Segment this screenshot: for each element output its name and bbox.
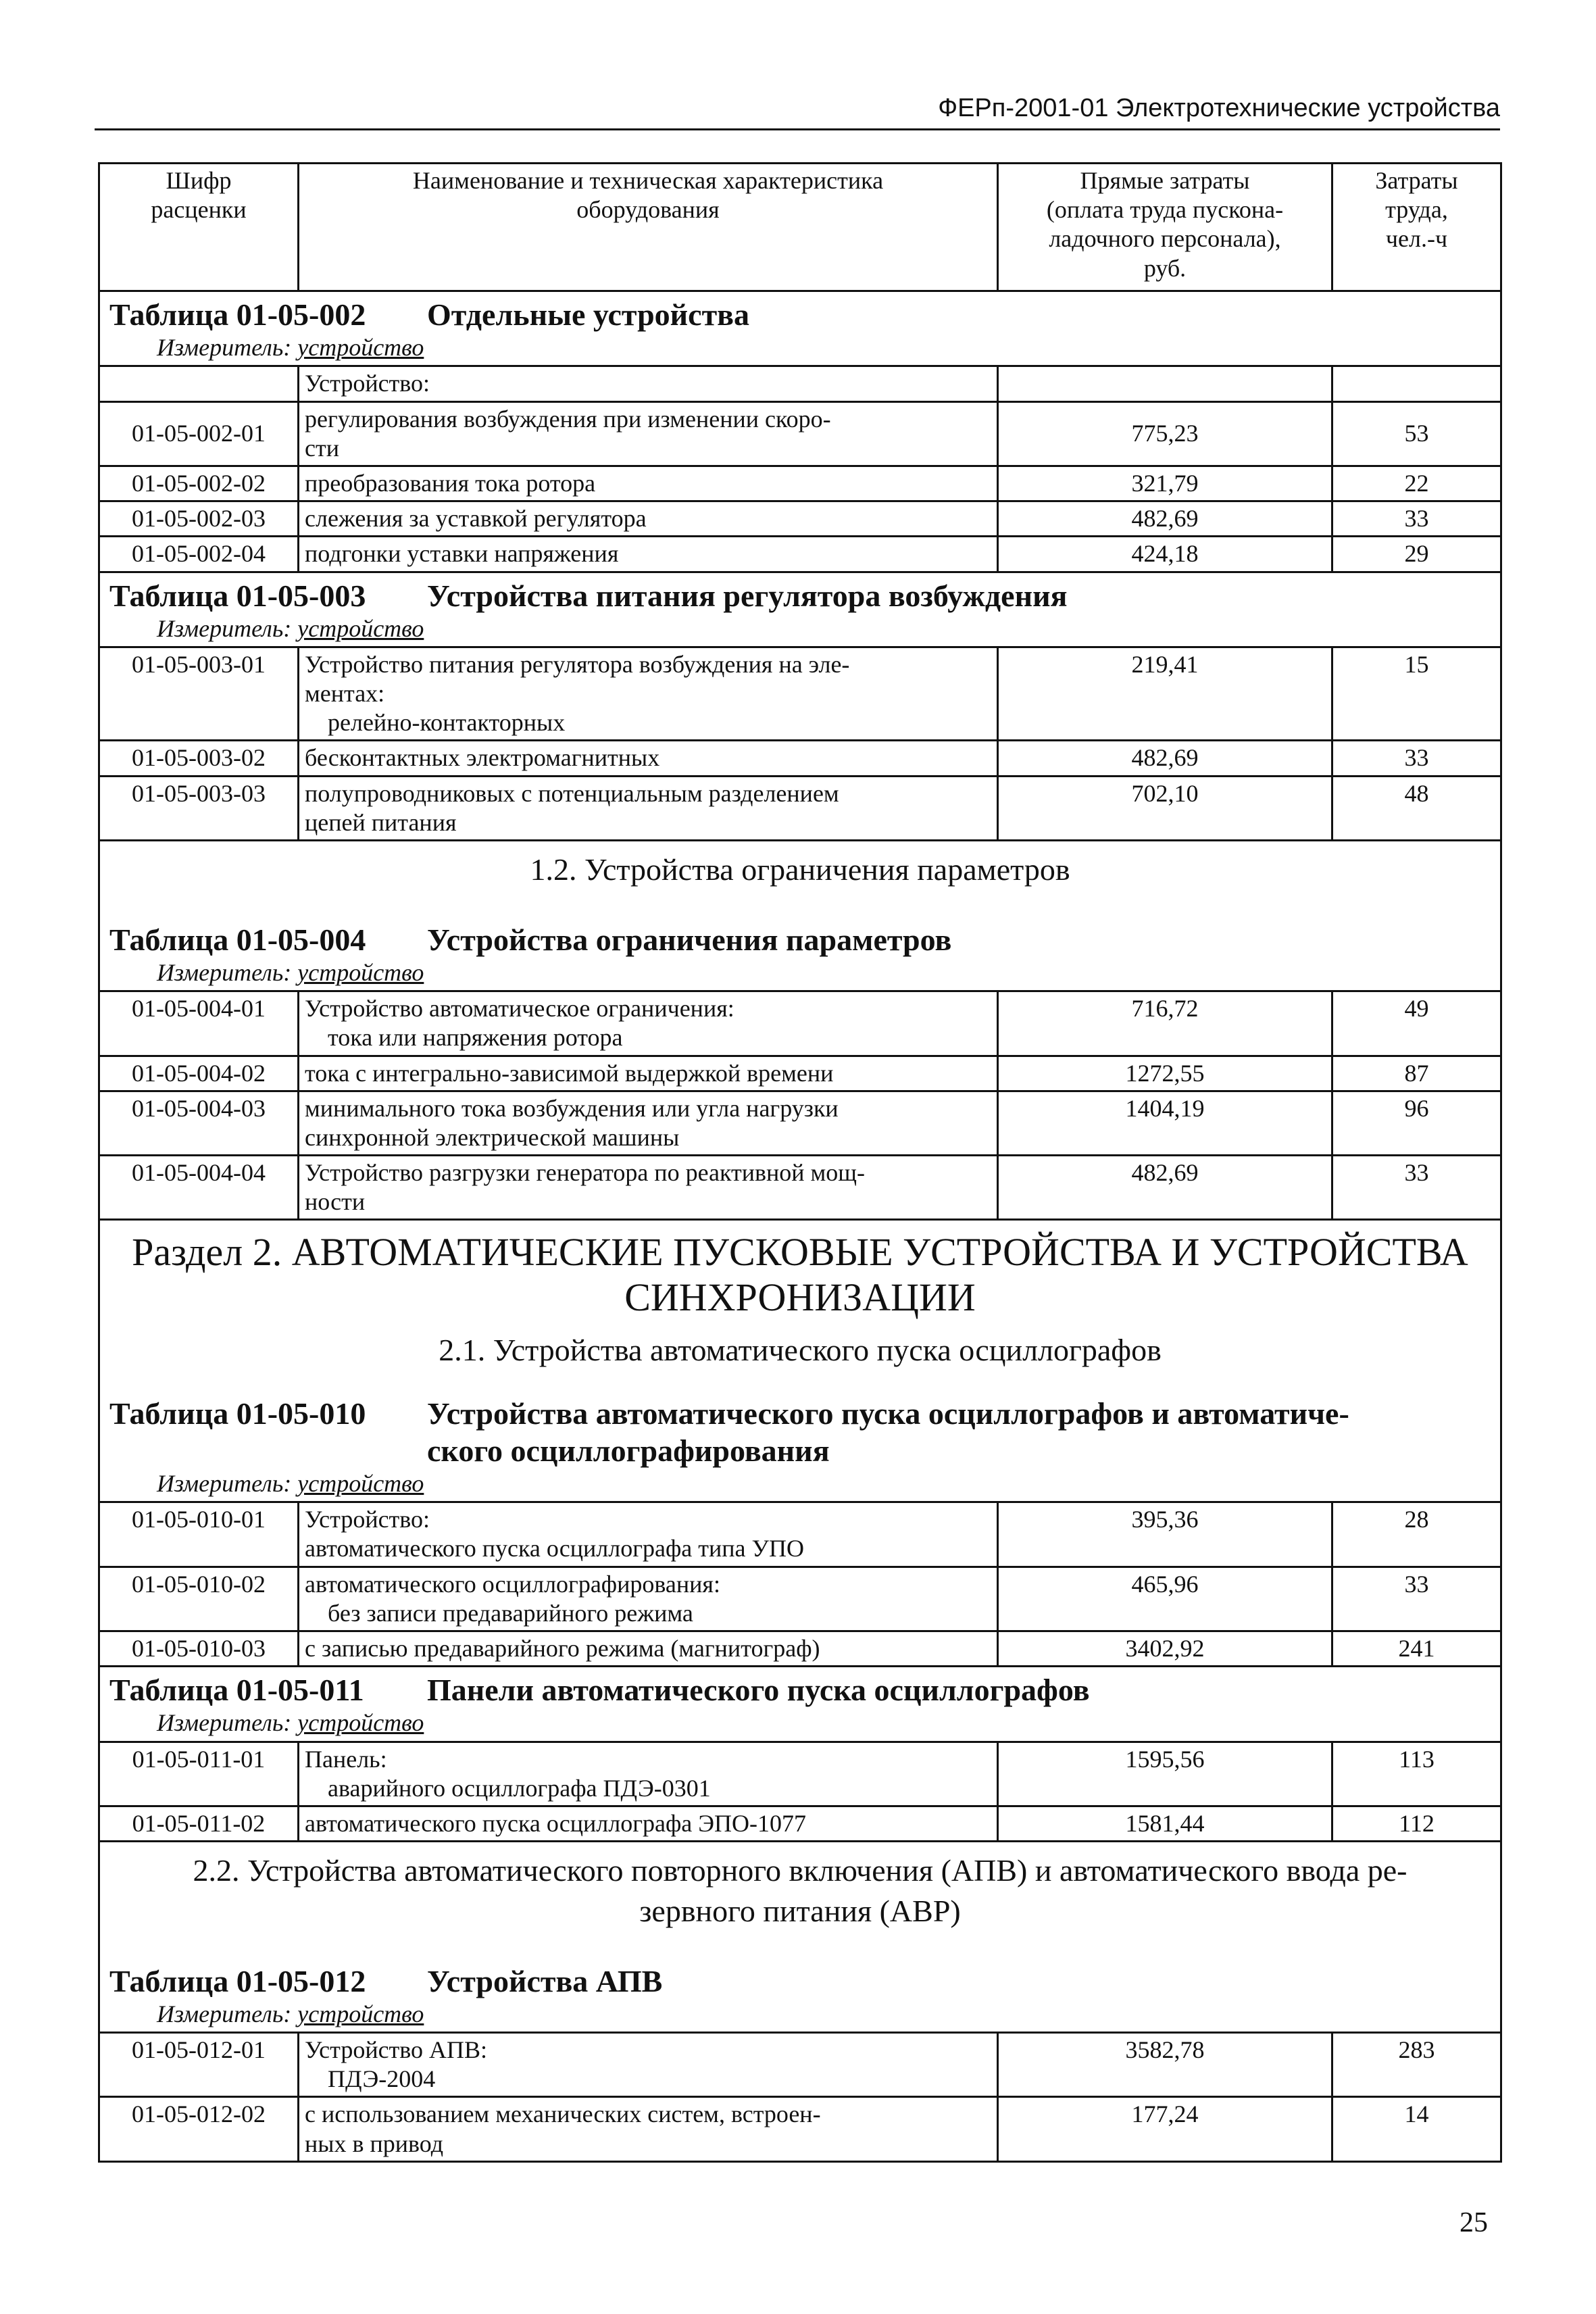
table-row: 01-05-012-01 Устройство АПВ: ПДЭ-2004 3582,78 283 (99, 2033, 1501, 2097)
table-row: 01-05-004-03 минимального тока возбуждения или угла нагрузки синхронной электрической машины 1404,19 96 (99, 1091, 1501, 1155)
measure-line: Измеритель: устройство (99, 1708, 1501, 1742)
measure-line: Измеритель: устройство (99, 333, 1501, 366)
table-row: 01-05-002-01 регулирования возбуждения при изменении скоро- сти 775,23 53 (99, 401, 1501, 466)
table-row: 01-05-002-03 слежения за уставкой регулятора 482,69 33 (99, 501, 1501, 537)
table-row: 01-05-002-04 подгонки уставки напряжения 424,18 29 (99, 537, 1501, 572)
table-row: 01-05-010-03 с записью предаварийного режима (магнитограф) 3402,92 241 (99, 1631, 1501, 1666)
table-row: 01-05-002-02 преобразования тока ротора 321,79 22 (99, 466, 1501, 501)
table-row: 01-05-010-02 автоматического осциллографирования: без записи предаварийного режима 465,96 33 (99, 1567, 1501, 1631)
col-header-name: Наименование и техническая характеристика оборудования (299, 164, 998, 291)
table-row: 01-05-012-02 с использованием механических систем, встроен- ных в привод 177,24 14 (99, 2097, 1501, 2161)
measure-line: Измеритель: устройство (99, 1469, 1501, 1502)
measure-line: Измеритель: устройство (99, 2000, 1501, 2033)
subsection-heading: 2.2. Устройства автоматического повторного включения (АПВ) и автоматического ввода ре- зервного питания (АВР) Таблица 01-05-012 Устройства АПВ (99, 1842, 1501, 2000)
col-header-cost: Прямые затраты (оплата труда пускона- ладочного персонала), руб. (998, 164, 1332, 291)
header-row (99, 164, 1501, 291)
table-row: 01-05-004-01 Устройство автоматическое ограничения: тока или напряжения ротора 716,72 49 (99, 991, 1501, 1056)
col-header-labor: Затраты труда, чел.-ч (1332, 164, 1501, 291)
section-heading: Раздел 2. АВТОМАТИЧЕСКИЕ ПУСКОВЫЕ УСТРОЙСТВА И УСТРОЙСТВА СИНХРОНИЗАЦИИ 2.1. Устройства автоматического пуска осциллографов Таблица 01-05-010 Устройства автоматического пуска осциллографов и автоматиче- ского осциллографирования (99, 1220, 1501, 1469)
table-row: 01-05-003-03 полупроводниковых с потенциальным разделением цепей питания 702,10 48 (99, 776, 1501, 840)
table-title: Таблица 01-05-003 Устройства питания регулятора возбуждения (99, 572, 1501, 614)
table-title: Таблица 01-05-002 Отдельные устройства (99, 291, 1501, 334)
rates-table (98, 162, 1502, 2163)
table-row: 01-05-010-01 Устройство: автоматического пуска осциллографа типа УПО 395,36 28 (99, 1502, 1501, 1567)
table-row: 01-05-003-02 бесконтактных электромагнитных 482,69 33 (99, 741, 1501, 776)
table-row: 01-05-004-04 Устройство разгрузки генератора по реактивной мощ- ности 482,69 33 (99, 1156, 1501, 1220)
measure-line: Измеритель: устройство (99, 614, 1501, 647)
page-number: 25 (1460, 2207, 1488, 2238)
group-header-row: Устройство: (99, 366, 1501, 401)
measure-line: Измеритель: устройство (99, 958, 1501, 991)
table-title: Таблица 01-05-011 Панели автоматического пуска осциллографов (99, 1667, 1501, 1709)
table-row: 01-05-004-02 тока с интегрально-зависимой выдержкой времени 1272,55 87 (99, 1056, 1501, 1091)
subsection-heading: 1.2. Устройства ограничения параметров Таблица 01-05-004 Устройства ограничения параметров (99, 841, 1501, 958)
table-row: 01-05-003-01 Устройство питания регулятора возбуждения на эле- ментах: релейно-контакторных 219,41 15 (99, 647, 1501, 741)
table-row: 01-05-011-02 автоматического пуска осциллографа ЭПО-1077 1581,44 112 (99, 1806, 1501, 1841)
running-header: ФЕРп-2001-01 Электротехнические устройства (95, 88, 1500, 130)
table-row: 01-05-011-01 Панель: аварийного осциллографа ПДЭ-0301 1595,56 113 (99, 1742, 1501, 1806)
col-header-code: Шифр расценки (99, 164, 299, 291)
